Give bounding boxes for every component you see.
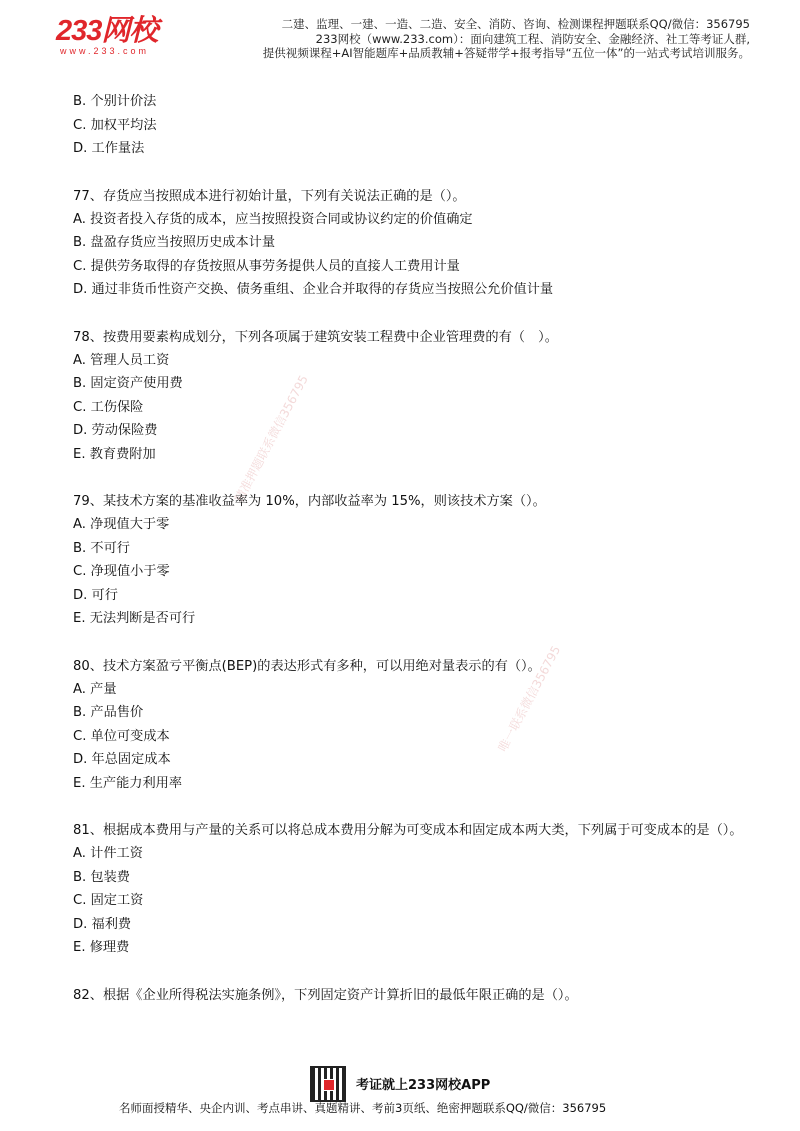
answer-option: C. 加权平均法: [73, 117, 157, 133]
footer-contact-line: 名师面授精华、央企内训、考点串讲、真题精讲、考前3页纸、绝密押题联系QQ/微信：356795: [119, 1101, 607, 1115]
answer-option: A. 管理人员工资: [73, 352, 170, 368]
answer-option: C. 提供劳务取得的存货按照从事劳务提供人员的直接人工费用计量: [73, 258, 460, 274]
answer-option: B. 不可行: [73, 540, 130, 556]
question-title: 77、存货应当按照成本进行初始计量，下列有关说法正确的是（）。: [73, 188, 466, 204]
answer-option: B. 固定资产使用费: [73, 376, 183, 391]
watermark-text: 唯一联系微信356795: [495, 643, 564, 755]
answer-option: B. 个别计价法: [73, 94, 157, 109]
logo-url: www.233.com: [60, 46, 150, 56]
question-title: 82、根据《企业所得税法实施条例》，下列固定资产计算折旧的最低年限正确的是（）。: [73, 987, 578, 1003]
qr-code-icon[interactable]: [310, 1066, 346, 1102]
answer-option: D. 年总固定成本: [73, 752, 171, 767]
header-intro-line: 233网校（www.233.com）：面向建筑工程、消防安全、金融经济、社工等考证人群,: [315, 32, 750, 46]
continued-question: [73, 90, 763, 161]
answer-option: A. 计件工资: [73, 846, 143, 861]
answer-option: D. 通过非货币性资产交换、债务重组、企业合并取得的存货应当按照公允价值计量: [73, 282, 554, 297]
watermark-text: 精准押题联系微信356795: [231, 372, 311, 505]
answer-option: C. 工伤保险: [73, 399, 144, 415]
question-80: [73, 656, 763, 796]
page-header: [0, 0, 800, 70]
answer-option: D. 福利费: [73, 916, 132, 932]
answer-option: D. 劳动保险费: [73, 423, 158, 438]
answer-option: B. 产品售价: [73, 705, 144, 720]
answer-option: C. 单位可变成本: [73, 728, 170, 744]
question-title: 81、根据成本费用与产量的关系可以将总成本费用分解为可变成本和固定成本两大类，下列属于可变成本的是（）。: [73, 823, 743, 838]
answer-option: E. 教育费附加: [73, 446, 156, 462]
question-title: 78、按费用要素构成划分，下列各项属于建筑安装工程费中企业管理费的有（ ）。: [73, 329, 558, 345]
qr-logo-icon: [323, 1079, 335, 1091]
header-services-line: 提供视频课程+AI智能题库+品质教辅+答疑带学+报考指导“五位一体”的一站式考试培训服务。: [262, 46, 750, 60]
answer-option: D. 工作量法: [73, 141, 145, 156]
question-79: [73, 491, 763, 631]
question-82: [73, 985, 763, 1007]
site-logo[interactable]: [56, 16, 157, 56]
question-78: [73, 327, 763, 467]
footer-app-promo: 考证就上233网校APP: [356, 1078, 491, 1093]
answer-option: B. 盘盈存货应当按照历史成本计量: [73, 235, 276, 250]
answer-option: A. 投资者投入存货的成本，应当按照投资合同或协议约定的价值确定: [73, 211, 473, 227]
answer-option: E. 无法判断是否可行: [73, 611, 196, 626]
answer-option: A. 产量: [73, 681, 117, 697]
answer-option: E. 修理费: [73, 940, 130, 955]
answer-option: C. 固定工资: [73, 893, 144, 908]
answer-option: D. 可行: [73, 587, 118, 603]
answer-option: C. 净现值小于零: [73, 564, 170, 579]
question-title: 80、技术方案盈亏平衡点(BEP)的表达形式有多种，可以用绝对量表示的有（）。: [73, 658, 541, 674]
logo-text: 233网校: [56, 15, 158, 47]
question-77: [73, 186, 763, 302]
question-title: 79、某技术方案的基准收益率为 10%，内部收益率为 15%，则该技术方案（）。: [73, 494, 546, 509]
answer-option: B. 包装费: [73, 869, 130, 885]
header-contact-line: 二建、监理、一建、一造、二造、安全、消防、咨询、检测课程押题联系QQ/微信：356795: [281, 17, 750, 31]
question-81: [73, 820, 763, 960]
question-list: [73, 90, 763, 1007]
answer-option: E. 生产能力利用率: [73, 775, 183, 791]
page-footer: [0, 1060, 800, 1130]
answer-option: A. 净现值大于零: [73, 517, 170, 532]
